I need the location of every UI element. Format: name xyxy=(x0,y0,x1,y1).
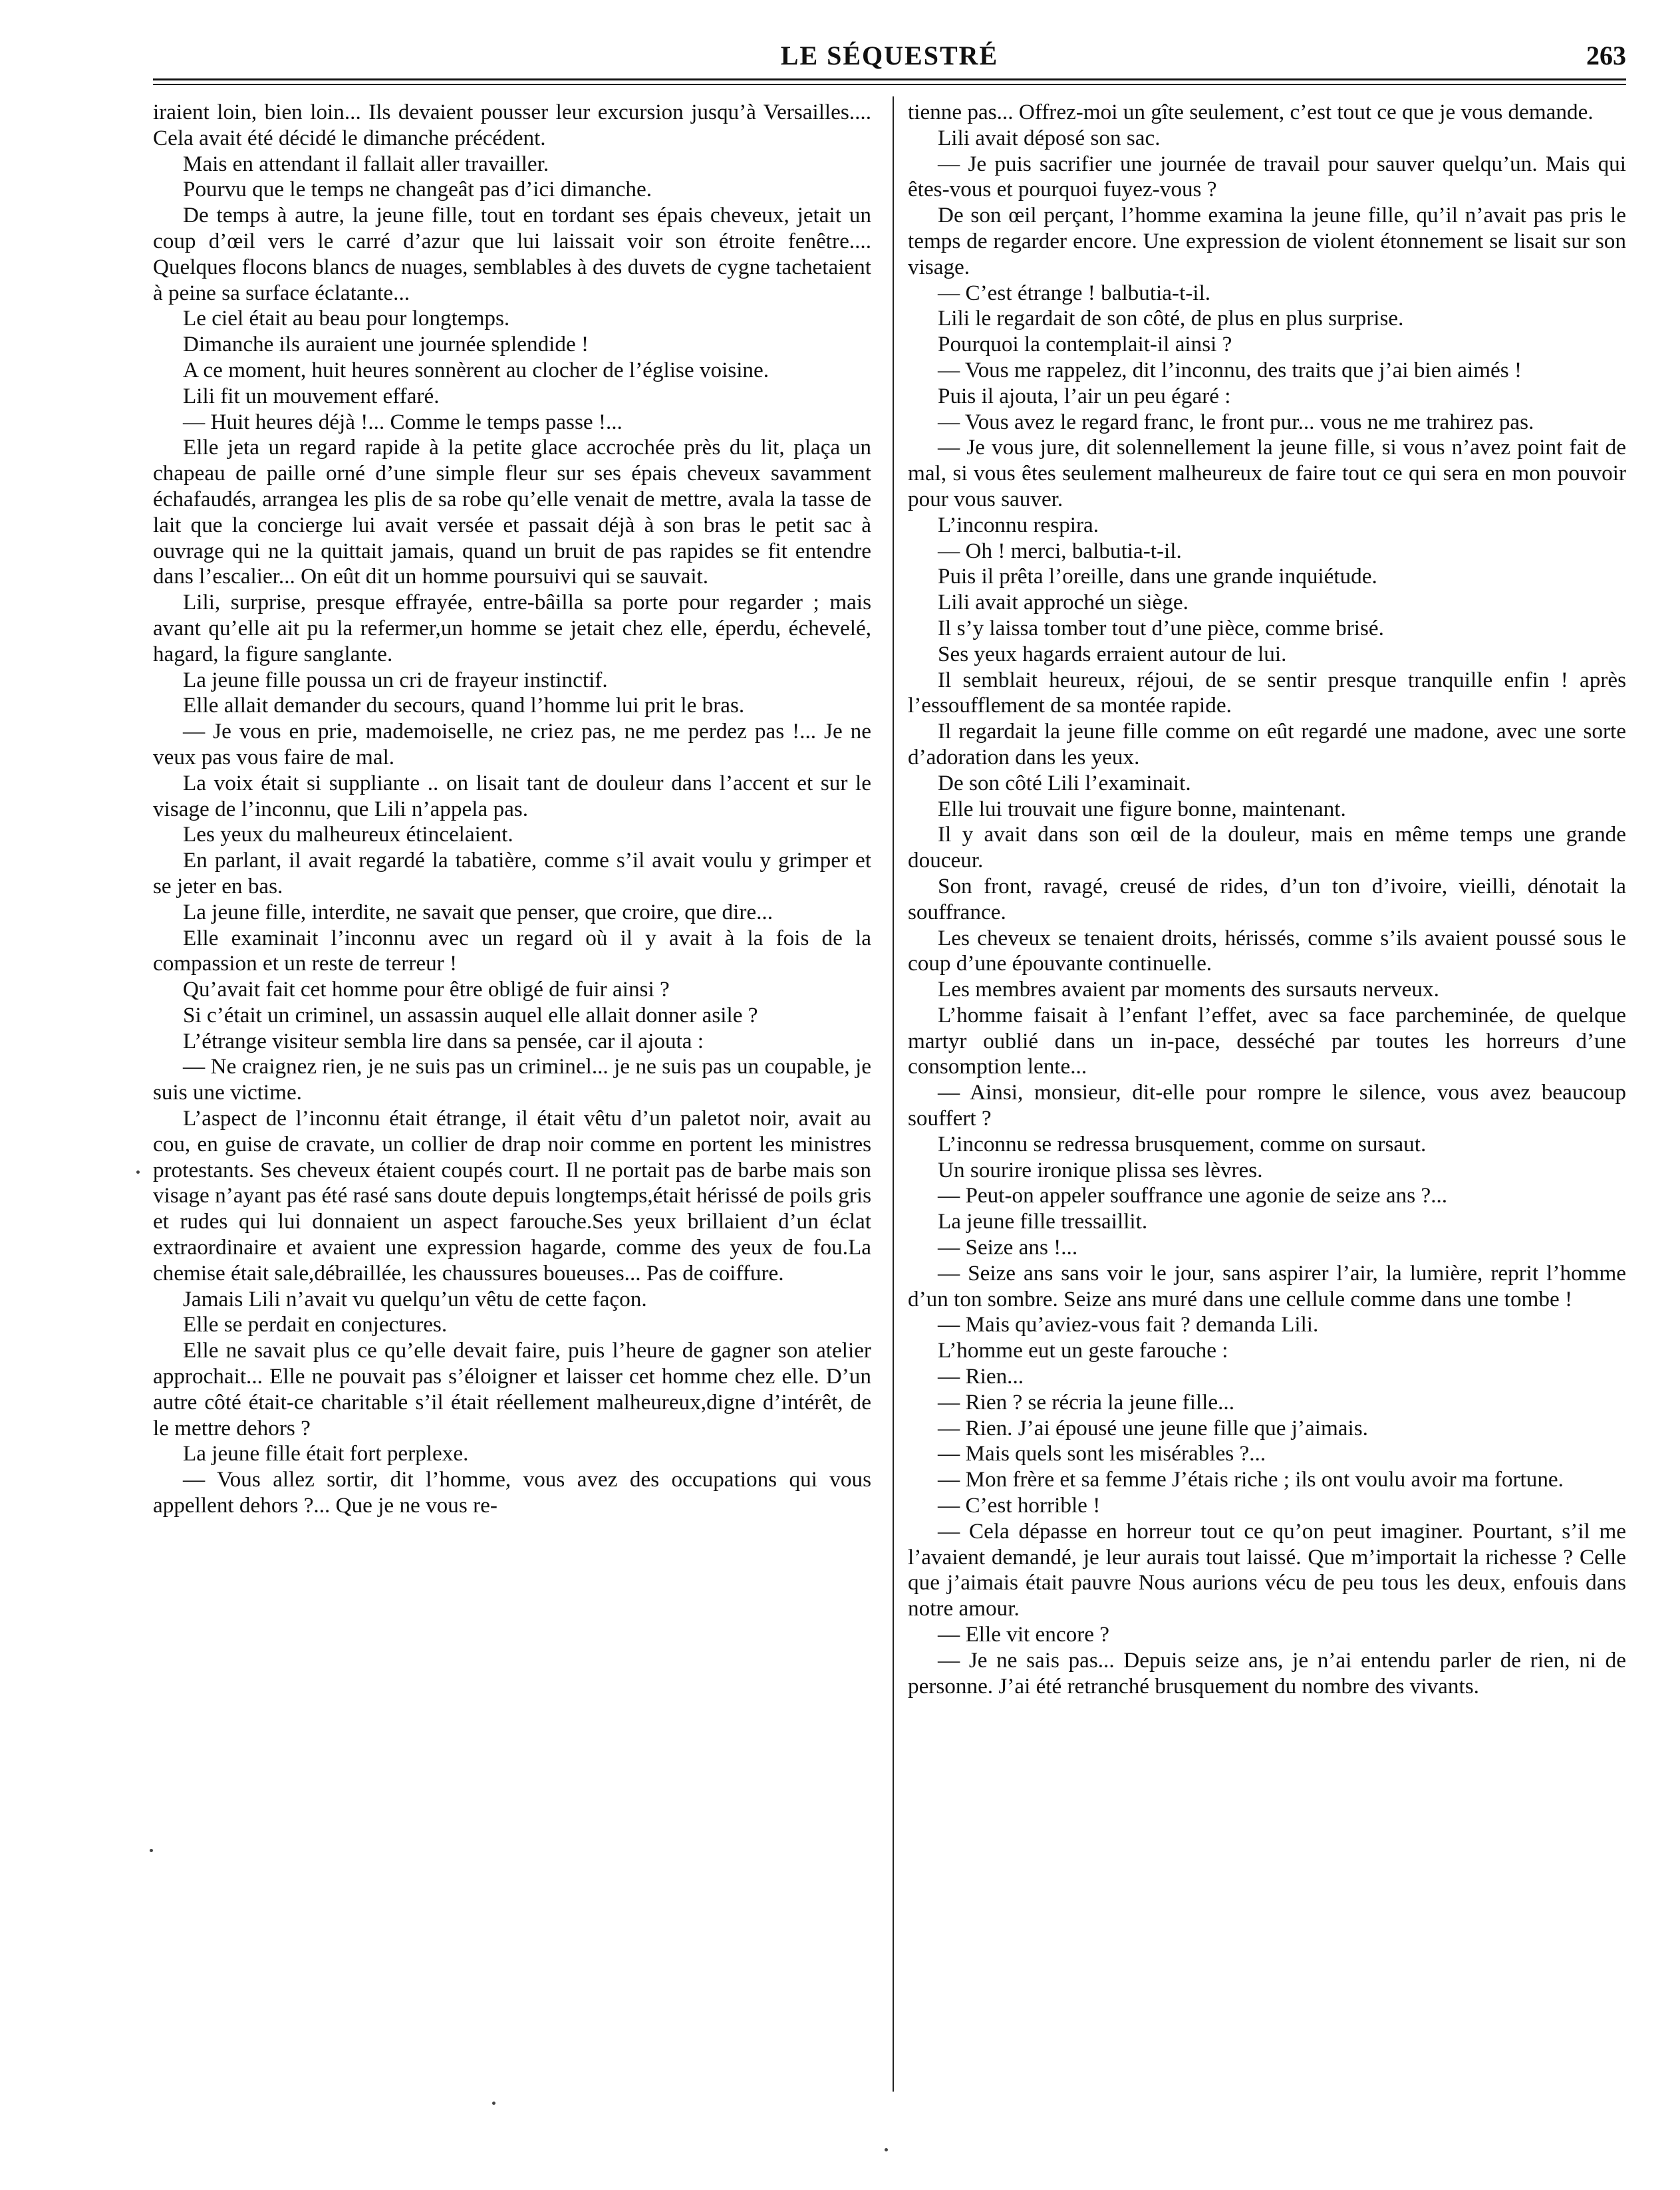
paragraph: — Seize ans !... xyxy=(938,1235,1078,1260)
paragraph: L’homme eut un geste farouche : xyxy=(938,1338,1228,1363)
paragraph: Lili avait approché un siège. xyxy=(938,590,1189,615)
paragraph: Il semblait heureux, réjoui, de se sentir presque tranquille enfin ! après l’essoufflement de sa montée rapide. xyxy=(908,667,1626,718)
column-divider xyxy=(893,96,894,2092)
paragraph: — Rien... xyxy=(938,1364,1024,1389)
paragraph: — Mais quels sont les misérables ?... xyxy=(938,1441,1266,1466)
paragraph: Son front, ravagé, creusé de rides, d’un ton d’ivoire, vieilli, dénotait la souffrance. xyxy=(908,873,1626,924)
paragraph: L’aspect de l’inconnu était étrange, il était vêtu d’un paletot noir, avait au cou, en guise de cravate, un collier de drap noir comme en portent les ministres protestants. Ses cheveux étaient coupés court. Il ne portait pas de barbe mais son visage n’ayant pas été rasé sans doute depuis longtemps,était hérissé de poils gris et rudes qui lui donnaient un aspect farouche.Ses yeux brillaient d’un éclat extraordinaire et avaient une expression hagarde, comme des yeux de fou.La chemise était sale,débraillée, les chaussures boueuses... Pas de coiffure. xyxy=(153,1106,871,1286)
paragraph: Un sourire ironique plissa ses lèvres. xyxy=(938,1157,1263,1182)
left-column xyxy=(153,100,871,1519)
right-column xyxy=(908,100,1626,1699)
paragraph: Lili avait déposé son sac. xyxy=(938,125,1161,150)
paragraph: Pourvu que le temps ne changeât pas d’ici dimanche. xyxy=(183,177,652,202)
paragraph: — C’est horrible ! xyxy=(938,1493,1101,1518)
paragraph: Les cheveux se tenaient droits, hérissés, comme s’ils avaient poussé sous le coup d’une épouvante continuelle. xyxy=(908,925,1626,976)
print-speck xyxy=(150,1849,153,1852)
paragraph: — Vous me rappelez, dit l’inconnu, des traits que j’ai bien aimés ! xyxy=(938,357,1522,382)
paragraph: La jeune fille, interdite, ne savait que penser, que croire, que dire... xyxy=(183,899,773,924)
paragraph: La voix était si suppliante .. on lisait tant de douleur dans l’accent et sur le visage de l’inconnu, que Lili n’appela pas. xyxy=(153,770,871,821)
paragraph: — Vous allez sortir, dit l’homme, vous avez des occupations qui vous appellent dehors ?... Que je ne vous re- xyxy=(153,1467,871,1518)
paragraph: L’étrange visiteur sembla lire dans sa pensée, car il ajouta : xyxy=(183,1028,704,1053)
paragraph: La jeune fille poussa un cri de frayeur instinctif. xyxy=(183,667,608,692)
paragraph: Mais en attendant il fallait aller travailler. xyxy=(183,151,549,176)
paragraph: Il y avait dans son œil de la douleur, mais en même temps une grande douceur. xyxy=(908,822,1626,873)
paragraph: — Vous avez le regard franc, le front pur... vous ne me trahirez pas. xyxy=(938,409,1534,434)
header-rule-thin xyxy=(153,84,1626,85)
paragraph: Lili fit un mouvement effaré. xyxy=(183,383,440,408)
paragraph: La jeune fille était fort perplexe. xyxy=(183,1441,469,1466)
paragraph: Elle jeta un regard rapide à la petite glace accrochée près du lit, plaça un chapeau de paille orné d’une simple fleur sur ses épais cheveux savamment échafaudés, arrangea les plis de sa robe qu’elle venait de mettre, avala la tasse de lait que la concierge lui avait versée et passait déjà à son bras le petit sac à ouvrage qui ne la quittait jamais, quand un bruit de pas rapides se fit entendre dans l’escalier... On eût dit un homme poursuivi qui se sauvait. xyxy=(153,435,871,589)
paragraph: Il regardait la jeune fille comme on eût regardé une madone, avec une sorte d’adoration dans les yeux. xyxy=(908,719,1626,769)
paragraph: — Cela dépasse en horreur tout ce qu’on peut imaginer. Pourtant, s’il me l’avaient demandé, je leur aurais tout laissé. Que m’importait la richesse ? Celle que j’aimais était pauvre Nous aurions vécu de peu tous les deux, enfouis dans notre amour. xyxy=(908,1518,1626,1621)
print-speck xyxy=(136,1170,140,1174)
paragraph: — Mais qu’aviez-vous fait ? demanda Lili. xyxy=(938,1312,1319,1337)
paragraph: Elle examinait l’inconnu avec un regard où il y avait à la fois de la compassion et un reste de terreur ! xyxy=(153,925,871,976)
paragraph: Qu’avait fait cet homme pour être obligé de fuir ainsi ? xyxy=(183,977,670,1002)
paragraph: — Je vous en prie, mademoiselle, ne criez pas, ne me perdez pas !... Je ne veux pas vous faire de mal. xyxy=(153,719,871,769)
paragraph: — Rien. J’ai épousé une jeune fille que j’aimais. xyxy=(938,1415,1368,1440)
paragraph: — C’est étrange ! balbutia-t-il. xyxy=(938,280,1211,305)
paragraph: Lili le regardait de son côté, de plus en plus surprise. xyxy=(938,306,1404,331)
paragraph: Si c’était un criminel, un assassin auquel elle allait donner asile ? xyxy=(183,1002,758,1027)
page-number: 263 xyxy=(1586,41,1626,70)
paragraph: De temps à autre, la jeune fille, tout en tordant ses épais cheveux, jetait un coup d’œil vers le carré d’azur que lui laissait voir son étroite fenêtre.... Quelques flocons blancs de nuages, semblables à des duvets de cygne tachetaient à peine sa surface éclatante... xyxy=(153,203,871,305)
paragraph: Elle allait demander du secours, quand l’homme lui prit le bras. xyxy=(183,693,745,718)
paragraph: — Je ne sais pas... Depuis seize ans, je n’ai entendu parler de rien, ni de personne. J’ai été retranché brusquement du nombre des vivants. xyxy=(908,1647,1626,1699)
paragraph: — Je vous jure, dit solennellement la jeune fille, si vous n’avez point fait de mal, si vous êtes seulement malheureux de faire tout ce qui sera en mon pouvoir pour vous sauver. xyxy=(908,435,1626,511)
header-rule xyxy=(153,78,1626,80)
paragraph: Dimanche ils auraient une journée splendide ! xyxy=(183,332,589,357)
paragraph: — Oh ! merci, balbutia-t-il. xyxy=(938,538,1182,563)
paragraph: — Peut-on appeler souffrance une agonie de seize ans ?... xyxy=(938,1183,1448,1208)
paragraph: — Ainsi, monsieur, dit-elle pour rompre le silence, vous avez beaucoup souffert ? xyxy=(908,1080,1626,1131)
print-speck xyxy=(885,2148,888,2151)
paragraph: Il s’y laissa tomber tout d’une pièce, comme brisé. xyxy=(938,615,1384,640)
paragraph: Elle se perdait en conjectures. xyxy=(183,1312,448,1337)
paragraph: Elle ne savait plus ce qu’elle devait faire, puis l’heure de gagner son atelier approchait... Elle ne pouvait pas s’éloigner et laisser cet homme chez elle. D’un autre côté était-ce charitable s’il était réellement malheureux,digne d’intérêt, de le mettre dehors ? xyxy=(153,1338,871,1440)
paragraph: Les yeux du malheureux étincelaient. xyxy=(183,822,513,847)
paragraph: — Mon frère et sa femme J’étais riche ; ils ont voulu avoir ma fortune. xyxy=(938,1467,1564,1492)
print-speck xyxy=(492,2102,495,2105)
paragraph: — Huit heures déjà !... Comme le temps passe !... xyxy=(183,409,623,434)
running-title: LE SÉQUESTRÉ xyxy=(780,41,999,70)
paragraph: De son œil perçant, l’homme examina la jeune fille, qu’il n’avait pas pris le temps de regarder encore. Une expression de violent étonnement se lisait sur son visage. xyxy=(908,203,1626,279)
paragraph: Puis il ajouta, l’air un peu égaré : xyxy=(938,383,1231,408)
paragraph: Les membres avaient par moments des sursauts nerveux. xyxy=(938,977,1439,1002)
paragraph: — Rien ? se récria la jeune fille... xyxy=(938,1389,1234,1415)
paragraph: Le ciel était au beau pour longtemps. xyxy=(183,306,510,331)
paragraph: Pourquoi la contemplait-il ainsi ? xyxy=(938,332,1232,357)
paragraph: De son côté Lili l’examinait. xyxy=(938,770,1191,795)
paragraph: — Elle vit encore ? xyxy=(938,1622,1110,1647)
paragraph: L’homme faisait à l’enfant l’effet, avec sa face parcheminée, de quelque martyr oublié dans un in-pace, desséché par toutes les horreurs d’une consomption lente... xyxy=(908,1002,1626,1079)
paragraph: L’inconnu se redressa brusquement, comme on sursaut. xyxy=(938,1131,1427,1157)
paragraph: En parlant, il avait regardé la tabatière, comme s’il avait voulu y grimper et se jeter en bas. xyxy=(153,848,871,898)
paragraph: L’inconnu respira. xyxy=(938,512,1099,537)
paragraph: — Seize ans sans voir le jour, sans aspirer l’air, la lumière, reprit l’homme d’un ton sombre. Seize ans muré dans une cellule comme dans une tombe ! xyxy=(908,1260,1626,1311)
paragraph: Puis il prêta l’oreille, dans une grande inquiétude. xyxy=(938,564,1377,589)
paragraph: iraient loin, bien loin... Ils devaient pousser leur excursion jusqu’à Versailles.... Cela avait été décidé le dimanche précédent. xyxy=(153,100,871,150)
paragraph: Elle lui trouvait une figure bonne, maintenant. xyxy=(938,796,1346,821)
paragraph: Ses yeux hagards erraient autour de lui. xyxy=(938,641,1287,666)
paragraph: — Je puis sacrifier une journée de travail pour sauver quelqu’un. Mais qui êtes-vous et pourquoi fuyez-vous ? xyxy=(908,151,1626,202)
paragraph: A ce moment, huit heures sonnèrent au clocher de l’église voisine. xyxy=(183,357,770,382)
paragraph: tienne pas... Offrez-moi un gîte seulement, c’est tout ce que je vous demande. xyxy=(908,100,1594,124)
paragraph: Jamais Lili n’avait vu quelqu’un vêtu de cette façon. xyxy=(183,1286,647,1311)
paragraph: Lili, surprise, presque effrayée, entre-bâilla sa porte pour regarder ; mais avant qu’elle ait pu la refermer,un homme se jetait chez elle, éperdu, échevelé, hagard, la figure sanglante. xyxy=(153,590,871,666)
page-header xyxy=(153,40,1626,80)
paragraph: La jeune fille tressaillit. xyxy=(938,1209,1148,1234)
paragraph: — Ne craignez rien, je ne suis pas un criminel... je ne suis pas un coupable, je suis une victime. xyxy=(153,1054,871,1105)
